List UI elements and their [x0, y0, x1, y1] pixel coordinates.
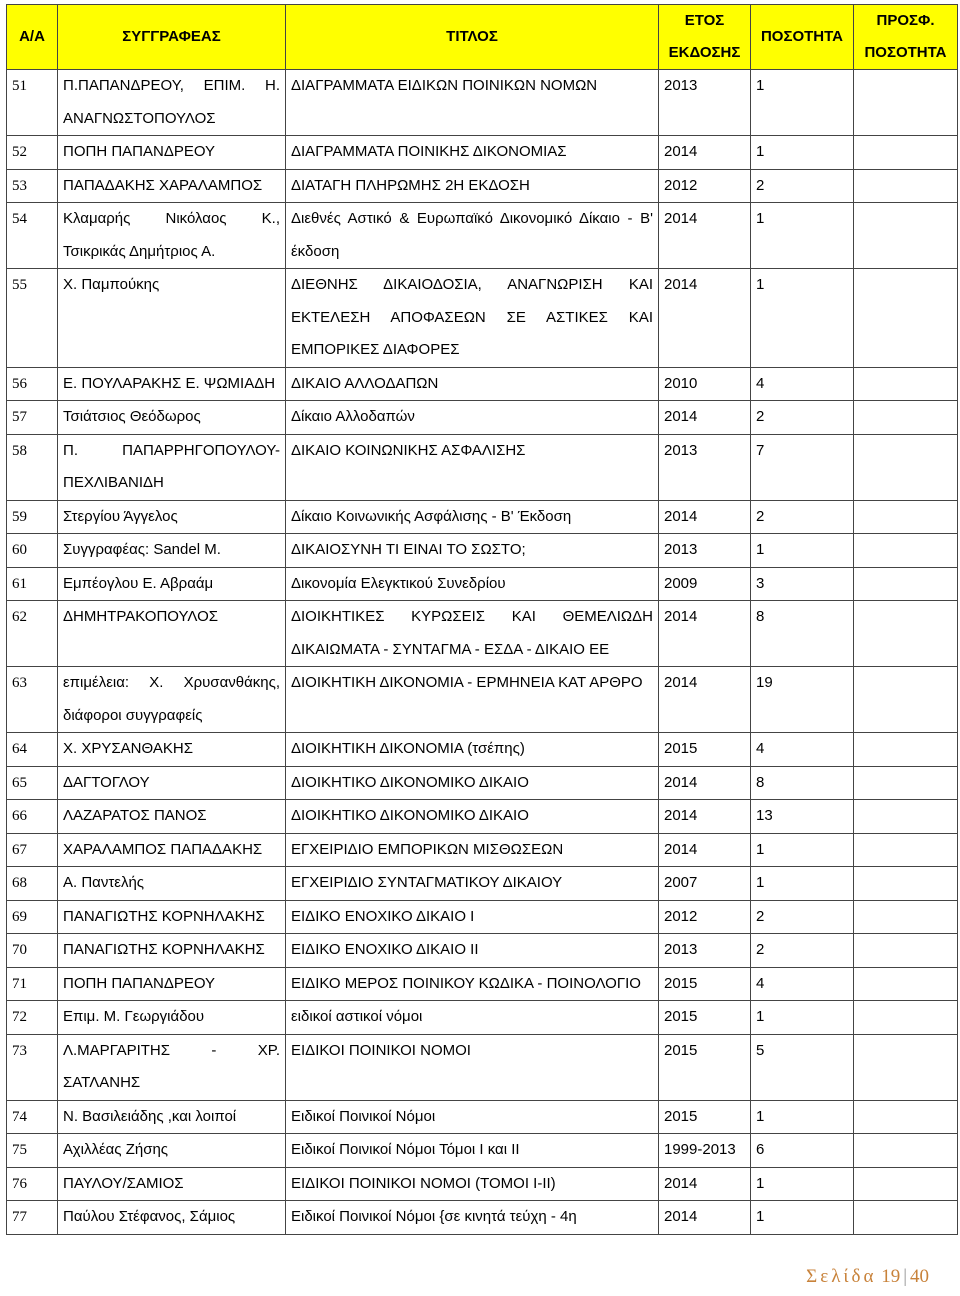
row-number: 73	[7, 1034, 58, 1100]
table-row	[7, 169, 958, 203]
row-quantity: 1	[751, 1167, 854, 1201]
row-title: Δικονομία Ελεγκτικού Συνεδρίου	[286, 567, 659, 601]
row-title: ΕΓΧΕΙΡΙΔΙΟ ΣΥΝΤΑΓΜΑΤΙΚΟΥ ΔΙΚΑΙΟΥ	[286, 867, 659, 901]
page-current: 19	[881, 1266, 901, 1287]
row-proposed-quantity	[854, 733, 958, 767]
row-year: 2013	[659, 934, 751, 968]
row-year: 2014	[659, 1167, 751, 1201]
row-author: Λ.ΜΑΡΓΑΡΙΤΗΣ - ΧΡ. ΣΑΤΛΑΝΗΣ	[58, 1034, 286, 1100]
row-title: Ειδικοί Ποινικοί Νόμοι	[286, 1100, 659, 1134]
row-title: ΔΙΟΙΚΗΤΙΚΟ ΔΙΚΟΝΟΜΙΚΟ ΔΙΚΑΙΟ	[286, 800, 659, 834]
row-year: 2013	[659, 70, 751, 136]
table-row	[7, 833, 958, 867]
row-title: ΔΙΑΓΡΑΜΜΑΤΑ ΠΟΙΝΙΚΗΣ ΔΙΚΟΝΟΜΙΑΣ	[286, 136, 659, 170]
table-row	[7, 1100, 958, 1134]
row-title: Δίκαιο Αλλοδαπών	[286, 401, 659, 435]
row-title: ΕΙΔΙΚΟ ΜΕΡΟΣ ΠΟΙΝΙΚΟΥ ΚΩΔΙΚΑ - ΠΟΙΝΟΛΟΓΙΟ	[286, 967, 659, 1001]
row-proposed-quantity	[854, 1034, 958, 1100]
row-title: ΕΙΔΙΚΟΙ ΠΟΙΝΙΚΟΙ ΝΟΜΟΙ	[286, 1034, 659, 1100]
row-number: 56	[7, 367, 58, 401]
row-author: Π. ΠΑΠΑΡΡΗΓΟΠΟΥΛΟΥ-ΠΕΧΛΙΒΑΝΙΔΗ	[58, 434, 286, 500]
table-row	[7, 401, 958, 435]
row-author: ΔΑΓΤΟΓΛΟΥ	[58, 766, 286, 800]
row-number: 70	[7, 934, 58, 968]
table-body	[7, 70, 958, 1235]
row-title: ΔΙΟΙΚΗΤΙΚΗ ΔΙΚΟΝΟΜΙΑ (τσέπης)	[286, 733, 659, 767]
row-number: 58	[7, 434, 58, 500]
header-year-line2: ΕΚΔΟΣΗΣ	[668, 44, 741, 61]
table-row	[7, 70, 958, 136]
row-year: 1999-2013	[659, 1134, 751, 1168]
row-year: 2014	[659, 766, 751, 800]
row-proposed-quantity	[854, 601, 958, 667]
row-year: 2009	[659, 567, 751, 601]
row-year: 2014	[659, 800, 751, 834]
row-author: Π.ΠΑΠΑΝΔΡΕΟΥ, ΕΠΙΜ. Η. ΑΝΑΓΝΩΣΤΟΠΟΥΛΟΣ	[58, 70, 286, 136]
row-quantity: 1	[751, 1201, 854, 1235]
row-author: Εμπέογλου Ε. Αβραάμ	[58, 567, 286, 601]
row-quantity: 4	[751, 967, 854, 1001]
row-year: 2014	[659, 203, 751, 269]
row-proposed-quantity	[854, 667, 958, 733]
row-quantity: 1	[751, 534, 854, 568]
row-number: 54	[7, 203, 58, 269]
row-number: 68	[7, 867, 58, 901]
page-total: 40	[910, 1266, 929, 1287]
row-quantity: 1	[751, 70, 854, 136]
row-author: ΧΑΡΑΛΑΜΠΟΣ ΠΑΠΑΔΑΚΗΣ	[58, 833, 286, 867]
row-proposed-quantity	[854, 70, 958, 136]
row-year: 2015	[659, 967, 751, 1001]
row-title: Διεθνές Αστικό & Ευρωπαϊκό Δικονομικό Δίκαιο - Β' έκδοση	[286, 203, 659, 269]
row-quantity: 1	[751, 1001, 854, 1035]
row-number: 75	[7, 1134, 58, 1168]
row-proposed-quantity	[854, 434, 958, 500]
row-title: ειδικοί αστικοί νόμοι	[286, 1001, 659, 1035]
row-year: 2014	[659, 601, 751, 667]
row-number: 77	[7, 1201, 58, 1235]
row-title: ΕΙΔΙΚΟ ΕΝΟΧΙΚΟ ΔΙΚΑΙΟ Ι	[286, 900, 659, 934]
row-proposed-quantity	[854, 833, 958, 867]
row-author: Χ. Παμπούκης	[58, 269, 286, 368]
row-quantity: 1	[751, 203, 854, 269]
row-number: 62	[7, 601, 58, 667]
row-author: Επιμ. Μ. Γεωργιάδου	[58, 1001, 286, 1035]
row-quantity: 3	[751, 567, 854, 601]
row-proposed-quantity	[854, 269, 958, 368]
table-row	[7, 1134, 958, 1168]
row-number: 53	[7, 169, 58, 203]
row-title: ΕΙΔΙΚΟΙ ΠΟΙΝΙΚΟΙ ΝΟΜΟΙ (ΤΟΜΟΙ Ι-ΙΙ)	[286, 1167, 659, 1201]
row-quantity: 4	[751, 733, 854, 767]
row-quantity: 5	[751, 1034, 854, 1100]
row-title: Δίκαιο Κοινωνικής Ασφάλισης - Β' Έκδοση	[286, 500, 659, 534]
row-author: Κλαμαρής Νικόλαος Κ., Τσικρικάς Δημήτριος Α.	[58, 203, 286, 269]
row-quantity: 2	[751, 900, 854, 934]
table-row	[7, 867, 958, 901]
row-author: ΠΑΝΑΓΙΩΤΗΣ ΚΟΡΝΗΛΑΚΗΣ	[58, 900, 286, 934]
row-year: 2015	[659, 1001, 751, 1035]
row-author: Παύλου Στέφανος, Σάμιος	[58, 1201, 286, 1235]
table-row	[7, 800, 958, 834]
row-year: 2015	[659, 1034, 751, 1100]
page-label: Σελίδα	[806, 1266, 877, 1287]
row-year: 2007	[659, 867, 751, 901]
row-quantity: 1	[751, 867, 854, 901]
table-row	[7, 667, 958, 733]
row-quantity: 1	[751, 269, 854, 368]
row-title: ΔΙΚΑΙΟΣΥΝΗ ΤΙ ΕΙΝΑΙ ΤΟ ΣΩΣΤΟ;	[286, 534, 659, 568]
row-quantity: 7	[751, 434, 854, 500]
table-row	[7, 136, 958, 170]
header-title: ΤΙΤΛΟΣ	[286, 5, 659, 70]
row-proposed-quantity	[854, 367, 958, 401]
row-proposed-quantity	[854, 534, 958, 568]
row-year: 2014	[659, 833, 751, 867]
table-row	[7, 766, 958, 800]
row-author: Αχιλλέας Ζήσης	[58, 1134, 286, 1168]
row-year: 2013	[659, 534, 751, 568]
row-author: ΠΑΝΑΓΙΩΤΗΣ ΚΟΡΝΗΛΑΚΗΣ	[58, 934, 286, 968]
row-quantity: 2	[751, 500, 854, 534]
row-proposed-quantity	[854, 967, 958, 1001]
header-year	[659, 5, 751, 70]
row-year: 2012	[659, 169, 751, 203]
header-author: ΣΥΓΓΡΑΦΕΑΣ	[58, 5, 286, 70]
row-author: ΠΟΠΗ ΠΑΠΑΝΔΡΕΟΥ	[58, 136, 286, 170]
row-number: 74	[7, 1100, 58, 1134]
row-author: ΠΟΠΗ ΠΑΠΑΝΔΡΕΟΥ	[58, 967, 286, 1001]
row-title: Ειδικοί Ποινικοί Νόμοι Τόμοι Ι και ΙΙ	[286, 1134, 659, 1168]
table-row	[7, 434, 958, 500]
row-author: Χ. ΧΡΥΣΑΝΘΑΚΗΣ	[58, 733, 286, 767]
row-number: 72	[7, 1001, 58, 1035]
row-number: 63	[7, 667, 58, 733]
row-author: Ε. ΠΟΥΛΑΡΑΚΗΣ Ε. ΨΩΜΙΑΔΗ	[58, 367, 286, 401]
row-year: 2012	[659, 900, 751, 934]
table-row	[7, 601, 958, 667]
row-number: 51	[7, 70, 58, 136]
table-row	[7, 203, 958, 269]
row-author: Στεργίου Άγγελος	[58, 500, 286, 534]
row-number: 55	[7, 269, 58, 368]
row-title: ΔΙΟΙΚΗΤΙΚΕΣ ΚΥΡΩΣΕΙΣ ΚΑΙ ΘΕΜΕΛΙΩΔΗ ΔΙΚΑΙΩΜΑΤΑ - ΣΥΝΤΑΓΜΑ - ΕΣΔΑ - ΔΙΚΑΙΟ ΕΕ	[286, 601, 659, 667]
row-title: Ειδικοί Ποινικοί Νόμοι {σε κινητά τεύχη - 4η	[286, 1201, 659, 1235]
table-row	[7, 567, 958, 601]
row-title: ΔΙΑΤΑΓΗ ΠΛΗΡΩΜΗΣ 2Η ΕΚΔΟΣΗ	[286, 169, 659, 203]
row-number: 52	[7, 136, 58, 170]
table-header	[7, 5, 958, 70]
row-number: 76	[7, 1167, 58, 1201]
row-number: 66	[7, 800, 58, 834]
row-author: Ν. Βασιλειάδης ,και λοιποί	[58, 1100, 286, 1134]
row-year: 2010	[659, 367, 751, 401]
row-proposed-quantity	[854, 766, 958, 800]
row-year: 2015	[659, 733, 751, 767]
row-title: ΔΙΑΓΡΑΜΜΑΤΑ ΕΙΔΙΚΩΝ ΠΟΙΝΙΚΩΝ ΝΟΜΩΝ	[286, 70, 659, 136]
row-quantity: 1	[751, 1100, 854, 1134]
header-quantity: ΠΟΣΟΤΗΤΑ	[751, 5, 854, 70]
table-row	[7, 534, 958, 568]
row-year: 2014	[659, 1201, 751, 1235]
row-quantity: 2	[751, 934, 854, 968]
row-proposed-quantity	[854, 1134, 958, 1168]
row-author: Συγγραφέας: Sandel M.	[58, 534, 286, 568]
row-number: 71	[7, 967, 58, 1001]
header-year-line1: ΕΤΟΣ	[684, 12, 725, 29]
row-title: ΕΙΔΙΚΟ ΕΝΟΧΙΚΟ ΔΙΚΑΙΟ ΙΙ	[286, 934, 659, 968]
table-row	[7, 900, 958, 934]
row-proposed-quantity	[854, 1167, 958, 1201]
row-proposed-quantity	[854, 500, 958, 534]
row-proposed-quantity	[854, 169, 958, 203]
table-row	[7, 500, 958, 534]
row-number: 65	[7, 766, 58, 800]
row-quantity: 4	[751, 367, 854, 401]
row-number: 57	[7, 401, 58, 435]
row-proposed-quantity	[854, 203, 958, 269]
row-author: ΛΑΖΑΡΑΤΟΣ ΠΑΝΟΣ	[58, 800, 286, 834]
row-title: ΔΙΕΘΝΗΣ ΔΙΚΑΙΟΔΟΣΙΑ, ΑΝΑΓΝΩΡΙΣΗ ΚΑΙ ΕΚΤΕΛΕΣΗ ΑΠΟΦΑΣΕΩΝ ΣΕ ΑΣΤΙΚΕΣ ΚΑΙ ΕΜΠΟΡΙΚΕΣ ΔΙΑΦΟΡΕΣ	[286, 269, 659, 368]
header-proposed-line2: ΠΟΣΟΤΗΤΑ	[864, 44, 947, 61]
row-proposed-quantity	[854, 1100, 958, 1134]
row-quantity: 6	[751, 1134, 854, 1168]
row-proposed-quantity	[854, 401, 958, 435]
row-year: 2014	[659, 136, 751, 170]
row-quantity: 2	[751, 169, 854, 203]
row-year: 2015	[659, 1100, 751, 1134]
row-number: 61	[7, 567, 58, 601]
row-quantity: 1	[751, 833, 854, 867]
row-author: ΠΑΥΛΟΥ/ΣΑΜΙΟΣ	[58, 1167, 286, 1201]
row-proposed-quantity	[854, 1001, 958, 1035]
row-title: ΔΙΚΑΙΟ ΑΛΛΟΔΑΠΩΝ	[286, 367, 659, 401]
row-title: ΕΓΧΕΙΡΙΔΙΟ ΕΜΠΟΡΙΚΩΝ ΜΙΣΘΩΣΕΩΝ	[286, 833, 659, 867]
table-row	[7, 733, 958, 767]
row-year: 2014	[659, 401, 751, 435]
row-number: 59	[7, 500, 58, 534]
row-proposed-quantity	[854, 867, 958, 901]
row-author: Τσιάτσιος Θεόδωρος	[58, 401, 286, 435]
books-table	[6, 4, 958, 1235]
row-proposed-quantity	[854, 934, 958, 968]
page-footer	[806, 1266, 929, 1288]
row-year: 2013	[659, 434, 751, 500]
row-quantity: 13	[751, 800, 854, 834]
row-title: ΔΙΚΑΙΟ ΚΟΙΝΩΝΙΚΗΣ ΑΣΦΑΛΙΣΗΣ	[286, 434, 659, 500]
table-row	[7, 269, 958, 368]
row-proposed-quantity	[854, 136, 958, 170]
row-number: 69	[7, 900, 58, 934]
row-proposed-quantity	[854, 800, 958, 834]
row-author: Α. Παντελής	[58, 867, 286, 901]
row-quantity: 8	[751, 766, 854, 800]
table-row	[7, 1201, 958, 1235]
row-proposed-quantity	[854, 1201, 958, 1235]
row-number: 64	[7, 733, 58, 767]
row-quantity: 19	[751, 667, 854, 733]
row-year: 2014	[659, 269, 751, 368]
page-separator: |	[903, 1266, 907, 1287]
row-number: 67	[7, 833, 58, 867]
row-year: 2014	[659, 667, 751, 733]
table-row	[7, 1001, 958, 1035]
row-quantity: 2	[751, 401, 854, 435]
row-year: 2014	[659, 500, 751, 534]
row-author: ΔΗΜΗΤΡΑΚΟΠΟΥΛΟΣ	[58, 601, 286, 667]
header-proposed-line1: ΠΡΟΣΦ.	[876, 12, 935, 29]
row-author: ΠΑΠΑΔΑΚΗΣ ΧΑΡΑΛΑΜΠΟΣ	[58, 169, 286, 203]
row-proposed-quantity	[854, 900, 958, 934]
table-row	[7, 367, 958, 401]
row-title: ΔΙΟΙΚΗΤΙΚΗ ΔΙΚΟΝΟΜΙΑ - ΕΡΜΗΝΕΙΑ ΚΑΤ ΑΡΘΡΟ	[286, 667, 659, 733]
table-row	[7, 967, 958, 1001]
row-author: επιμέλεια: Χ. Χρυσανθάκης, διάφοροι συγγραφείς	[58, 667, 286, 733]
row-proposed-quantity	[854, 567, 958, 601]
table-row	[7, 1034, 958, 1100]
row-quantity: 1	[751, 136, 854, 170]
row-title: ΔΙΟΙΚΗΤΙΚΟ ΔΙΚΟΝΟΜΙΚΟ ΔΙΚΑΙΟ	[286, 766, 659, 800]
table-row	[7, 1167, 958, 1201]
header-aa: Α/Α	[7, 5, 58, 70]
row-number: 60	[7, 534, 58, 568]
table-row	[7, 934, 958, 968]
header-proposed	[854, 5, 958, 70]
row-quantity: 8	[751, 601, 854, 667]
